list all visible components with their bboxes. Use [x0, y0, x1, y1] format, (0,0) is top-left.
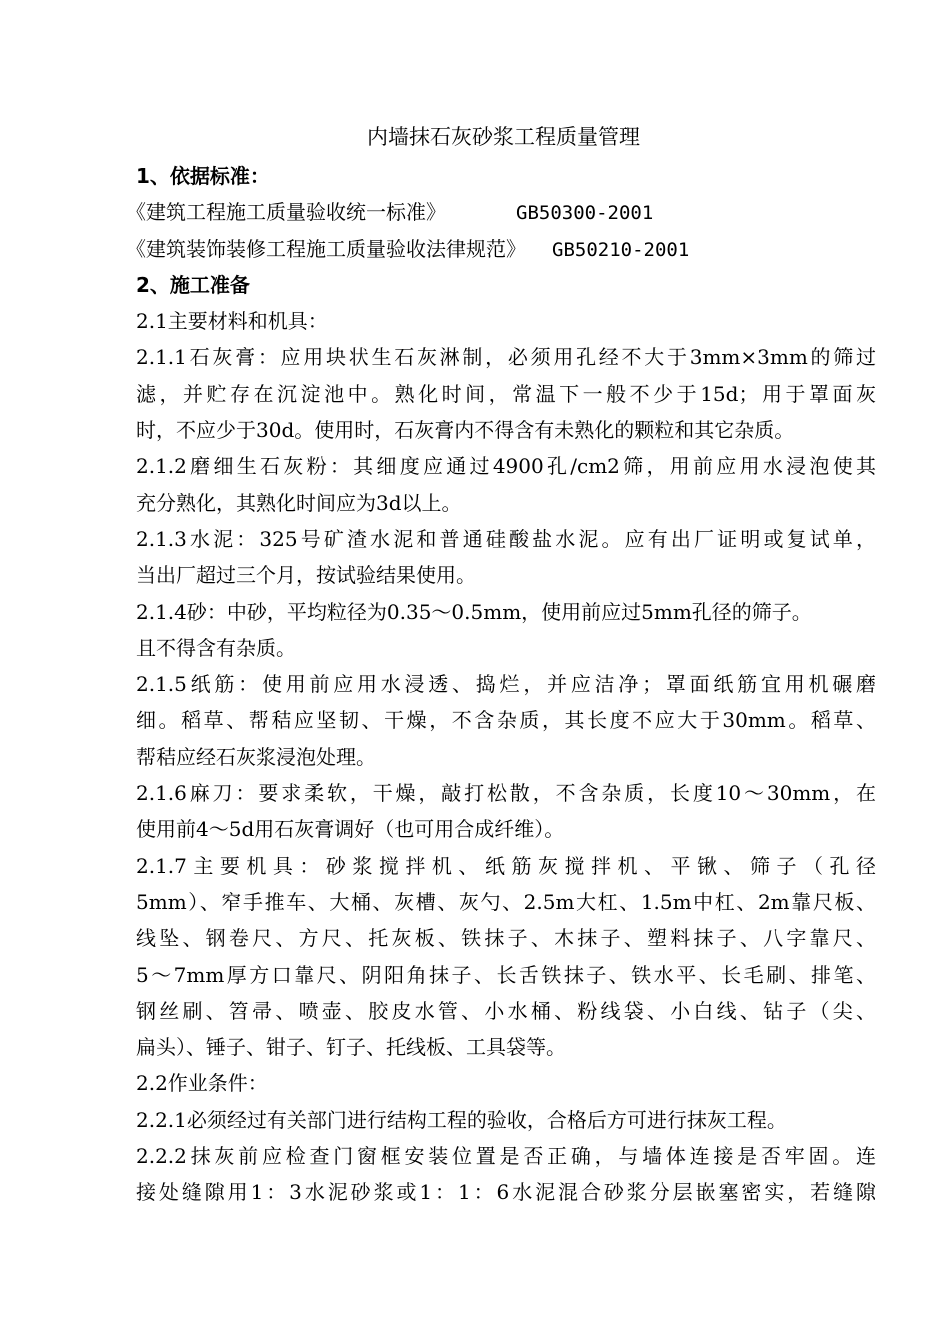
- standard-item: [126, 231, 876, 267]
- document-body: [126, 158, 876, 1211]
- standard-code: GB50210-2001: [552, 238, 690, 261]
- paragraph-line: 2.1.7主要机具：砂浆搅拌机、纸筋灰搅拌机、平锹、筛子（孔径: [136, 853, 876, 878]
- paragraph-line: 2.1.2磨细生石灰粉：其细度应通过4900孔/cm2筛，用前应用水浸泡使其: [136, 454, 876, 479]
- paragraph-line: 当出厂超过三个月，按试验结果使用。: [136, 563, 476, 588]
- paragraph-line: 2.1.1石灰膏：应用块状生石灰淋制，必须用孔经不大于3mm×3mm的筛过: [136, 345, 876, 370]
- paragraph-line: 且不得含有杂质。: [136, 635, 296, 660]
- section-heading-basis: 1、依据标准：: [136, 164, 270, 188]
- paragraph-line: 钢丝刷、笤帚、喷壶、胶皮水管、小水桶、粉线袋、小白线、钻子（尖、: [136, 998, 876, 1023]
- paragraph-line: 细。稻草、帮秸应坚韧、干燥，不含杂质，其长度不应大于30mm。稻草、: [136, 708, 876, 733]
- paragraph-line: 2.2.2抹灰前应检查门窗框安装位置是否正确，与墙体连接是否牢固。连: [136, 1144, 876, 1169]
- paragraph-line: 2.1.6麻刀：要求柔软，干燥，敲打松散，不含杂质，长度10～30mm，在: [136, 781, 876, 806]
- paragraph-line: 使用前4～5d用石灰膏调好（也可用合成纤维）。: [136, 817, 565, 842]
- paragraph-line: 2.2作业条件：: [136, 1071, 268, 1096]
- standard-name: 《建筑工程施工质量验收统一标准》: [126, 200, 446, 225]
- paragraph-line: 帮秸应经石灰浆浸泡处理。: [136, 744, 376, 769]
- paragraph-line: 2.1.3水泥：325号矿渣水泥和普通硅酸盐水泥。应有出厂证明或复试单，: [136, 526, 876, 551]
- paragraph-line: 时，不应少于30d。使用时，石灰膏内不得含有未熟化的颗粒和其它杂质。: [136, 418, 795, 443]
- standard-item: [126, 194, 876, 230]
- paragraph-line: 2.1主要材料和机具：: [136, 309, 328, 334]
- paragraph-line: 扁头）、锤子、钳子、钉子、托线板、工具袋等。: [136, 1035, 566, 1060]
- section-heading-preparation: 2、施工准备: [136, 272, 250, 297]
- paragraph-line: 5mm）、窄手推车、大桶、灰槽、灰勺、2.5m大杠、1.5m中杠、2m靠尺板、: [136, 889, 876, 914]
- paragraph-line: 2.1.5纸筋：使用前应用水浸透、捣烂，并应洁净；罩面纸筋宜用机碾磨: [136, 672, 876, 697]
- standard-code: GB50300-2001: [516, 202, 654, 225]
- paragraph-line: 2.1.4砂：中砂，平均粒径为0.35～0.5mm，使用前应过5mm孔径的筛子。: [136, 599, 812, 624]
- document-title: 内墙抹石灰砂浆工程质量管理: [367, 125, 640, 149]
- paragraph-line: 2.2.1必须经过有关部门进行结构工程的验收，合格后方可进行抹灰工程。: [136, 1107, 787, 1132]
- paragraph-line: 接处缝隙用1：3水泥砂浆或1：1：6水泥混合砂浆分层嵌塞密实，若缝隙: [136, 1180, 876, 1205]
- standard-name: 《建筑装饰装修工程施工质量验收法律规范》: [126, 236, 526, 261]
- paragraph-line: 5～7mm厚方口靠尺、阴阳角抹子、长舌铁抹子、铁水平、长毛刷、排笔、: [136, 962, 876, 987]
- paragraph-line: 线坠、钢卷尺、方尺、托灰板、铁抹子、木抹子、塑料抹子、八字靠尺、: [136, 926, 876, 951]
- paragraph-line: 充分熟化，其熟化时间应为3d以上。: [136, 490, 462, 515]
- paragraph-line: 滤，并贮存在沉淀池中。熟化时间，常温下一般不少于15d；用于罩面灰: [136, 381, 876, 406]
